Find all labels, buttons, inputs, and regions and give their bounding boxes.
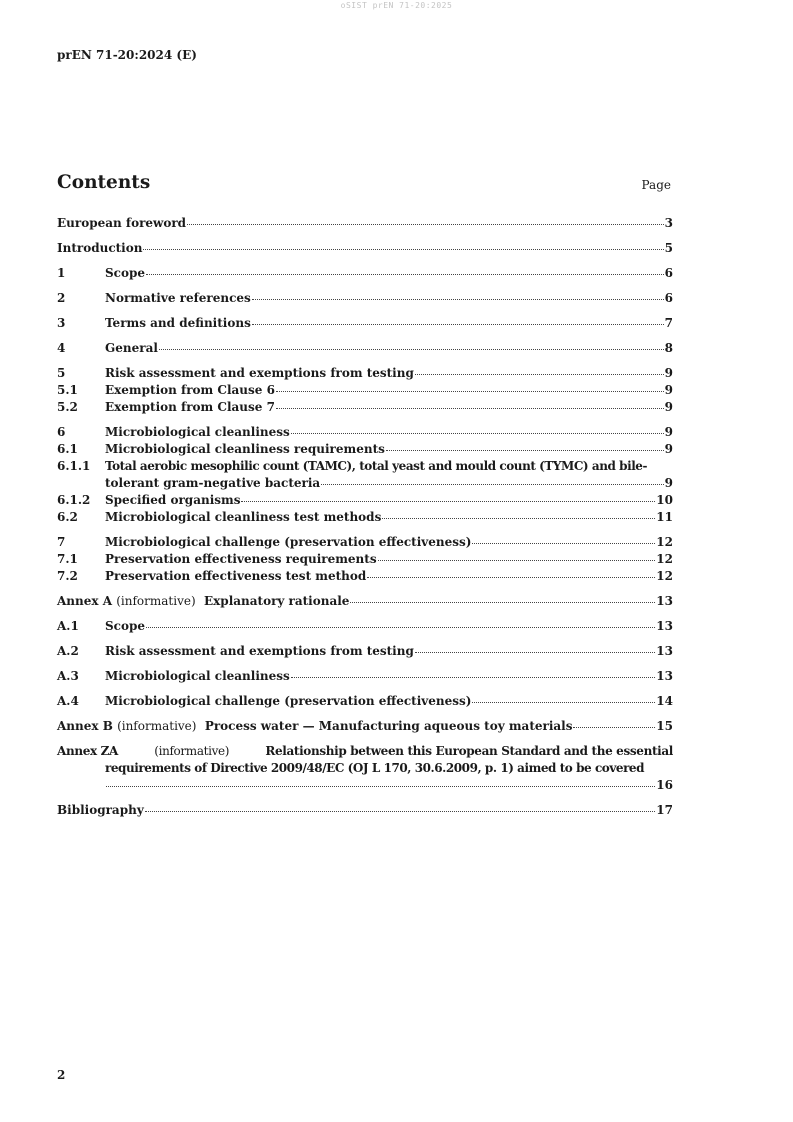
annex-title: Explanatory rationale: [204, 594, 350, 608]
toc-page: 6: [664, 266, 673, 280]
toc-label: Risk assessment and exemptions from testing: [105, 366, 414, 380]
toc-label: General: [105, 341, 158, 355]
dot-leader: [187, 224, 664, 225]
toc-number: 6.1: [57, 442, 78, 456]
toc-entry-7[interactable]: [57, 534, 673, 551]
toc-entry-6-1[interactable]: [57, 441, 673, 458]
dot-leader: [252, 324, 664, 325]
toc-label: Microbiological challenge (preservation effectiveness): [105, 535, 472, 549]
toc-number: 7.2: [57, 569, 78, 583]
toc-number: 5.2: [57, 400, 78, 414]
toc-label: Scope: [105, 619, 146, 633]
dot-leader: [291, 433, 664, 434]
toc-label: Preservation effectiveness test method: [105, 569, 367, 583]
toc-label: Scope: [105, 266, 146, 280]
toc-page: 6: [664, 291, 673, 305]
toc-number: 6.2: [57, 510, 78, 524]
toc-number: 6.1.2: [57, 493, 91, 507]
dot-leader: [276, 391, 664, 392]
dot-leader: [241, 501, 655, 502]
toc-number: 3: [57, 316, 66, 330]
dot-leader: [106, 786, 655, 787]
toc-label: Exemption from Clause 6: [105, 383, 275, 397]
toc-label: Introduction: [57, 241, 143, 255]
toc-page: 16: [656, 778, 673, 792]
annex-id: Annex B: [57, 719, 113, 733]
dot-leader: [367, 577, 655, 578]
toc-entry-3[interactable]: [57, 315, 673, 332]
annex-id: Annex A: [57, 594, 113, 608]
toc-page: 9: [664, 442, 673, 456]
toc-number: 7: [57, 535, 66, 549]
toc-entry-european-foreword[interactable]: [57, 215, 673, 232]
toc-page: 14: [656, 694, 673, 708]
toc-page: 9: [664, 476, 673, 490]
toc-page: 17: [656, 803, 673, 817]
toc-number: 7.1: [57, 552, 78, 566]
toc-entry-6-1-2[interactable]: [57, 492, 673, 509]
toc-label: Microbiological challenge (preservation effectiveness): [105, 694, 472, 708]
toc-label: Specified organisms: [105, 493, 241, 507]
toc-entry-7-1[interactable]: [57, 551, 673, 568]
toc-page: 9: [664, 383, 673, 397]
contents-title: Contents: [57, 172, 151, 193]
dot-leader: [276, 408, 664, 409]
toc-entry-5[interactable]: [57, 365, 673, 382]
dot-leader: [143, 249, 663, 250]
toc-number: 2: [57, 291, 66, 305]
toc-label: Microbiological cleanliness test methods: [105, 510, 382, 524]
toc-page: 15: [656, 719, 673, 733]
dot-leader: [350, 602, 655, 603]
toc-entry-6-2[interactable]: [57, 509, 673, 526]
toc-entry-a-3[interactable]: [57, 668, 673, 685]
toc-number: 4: [57, 341, 66, 355]
toc-entry-6[interactable]: [57, 424, 673, 441]
annex-title-line-1: Relationship between this European Standard and the essential: [265, 744, 673, 758]
annex-note: (informative): [117, 719, 197, 733]
toc-number: A.2: [57, 644, 79, 658]
toc-page: 9: [664, 400, 673, 414]
toc-entry-annex-b[interactable]: [57, 718, 673, 735]
dot-leader: [159, 349, 664, 350]
annex-note: (informative): [116, 594, 196, 608]
annex-note: (informative): [154, 744, 230, 758]
toc-label: Preservation effectiveness requirements: [105, 552, 377, 566]
toc-page: 9: [664, 425, 673, 439]
toc-number: 5: [57, 366, 66, 380]
toc-page: 7: [664, 316, 673, 330]
toc-page: 12: [656, 552, 673, 566]
annex-id: Annex ZA: [57, 744, 118, 758]
toc-entry-4[interactable]: [57, 340, 673, 357]
toc-page: 9: [664, 366, 673, 380]
toc-label: Normative references: [105, 291, 251, 305]
toc-entry-1[interactable]: [57, 265, 673, 282]
toc-number: A.3: [57, 669, 79, 683]
toc-label: [57, 593, 349, 610]
toc-number: A.4: [57, 694, 79, 708]
toc-page: 5: [664, 241, 673, 255]
dot-leader: [472, 702, 655, 703]
toc-entry-2[interactable]: [57, 290, 673, 307]
toc-entry-annex-a[interactable]: [57, 593, 673, 610]
toc-page: 12: [656, 535, 673, 549]
dot-leader: [146, 274, 664, 275]
toc-label: [57, 718, 572, 735]
toc-number: A.1: [57, 619, 79, 633]
dot-leader: [252, 299, 664, 300]
page-number: 2: [57, 1068, 66, 1082]
toc-label-line-2: tolerant gram-negative bacteria: [105, 476, 321, 490]
dot-leader: [291, 677, 656, 678]
toc-label: Terms and definitions: [105, 316, 251, 330]
toc-page: 13: [656, 619, 673, 633]
dot-leader: [415, 374, 664, 375]
toc-entry-annex-za[interactable]: [57, 743, 673, 794]
dot-leader: [386, 450, 664, 451]
toc-label: Exemption from Clause 7: [105, 400, 275, 414]
toc-entry-a-2[interactable]: [57, 643, 673, 660]
toc-page: 10: [656, 493, 673, 507]
toc-page: 13: [656, 594, 673, 608]
dot-leader: [472, 543, 655, 544]
watermark: oSIST prEN 71-20:2025: [340, 1, 453, 10]
toc-entry-5-1[interactable]: [57, 382, 673, 399]
toc-label: Microbiological cleanliness: [105, 425, 290, 439]
toc-page: 12: [656, 569, 673, 583]
toc-number: 1: [57, 266, 66, 280]
dot-leader: [573, 727, 655, 728]
toc-entry-6-1-1[interactable]: [57, 458, 673, 492]
table-of-contents: [57, 215, 673, 819]
toc-label: Microbiological cleanliness: [105, 669, 290, 683]
page-column-label: Page: [641, 178, 671, 192]
toc-entry-a-4[interactable]: [57, 693, 673, 710]
toc-label: Bibliography: [57, 803, 144, 817]
toc-number: 6.1.1: [57, 459, 91, 473]
toc-number: 5.1: [57, 383, 78, 397]
toc-label: Microbiological cleanliness requirements: [105, 442, 385, 456]
dot-leader: [378, 560, 656, 561]
document-id: prEN 71-20:2024 (E): [57, 48, 197, 62]
toc-entry-bibliography[interactable]: [57, 802, 673, 819]
toc-number: 6: [57, 425, 66, 439]
toc-entry-a-1[interactable]: [57, 618, 673, 635]
dot-leader: [382, 518, 655, 519]
toc-label-line-1: Total aerobic mesophilic count (TAMC), total yeast and mould count (TYMC) and bile-: [105, 459, 648, 473]
toc-page: 13: [656, 644, 673, 658]
annex-title: Process water — Manufacturing aqueous toy materials: [204, 719, 573, 733]
toc-label: European foreword: [57, 216, 187, 230]
toc-page: 8: [664, 341, 673, 355]
toc-page: 3: [664, 216, 673, 230]
contents-header: [57, 172, 671, 196]
toc-page: 11: [656, 510, 673, 524]
dot-leader: [415, 652, 655, 653]
toc-label: Risk assessment and exemptions from testing: [105, 644, 414, 658]
annex-title-line-2: requirements of Directive 2009/48/EC (OJ L 170, 30.6.2009, p. 1) aimed to be covered: [105, 761, 645, 775]
toc-entry-introduction[interactable]: [57, 240, 673, 257]
toc-page: 13: [656, 669, 673, 683]
dot-leader: [145, 811, 656, 812]
dot-leader: [146, 627, 655, 628]
toc-entry-7-2[interactable]: [57, 568, 673, 585]
toc-entry-5-2[interactable]: [57, 399, 673, 416]
dot-leader: [321, 484, 663, 485]
